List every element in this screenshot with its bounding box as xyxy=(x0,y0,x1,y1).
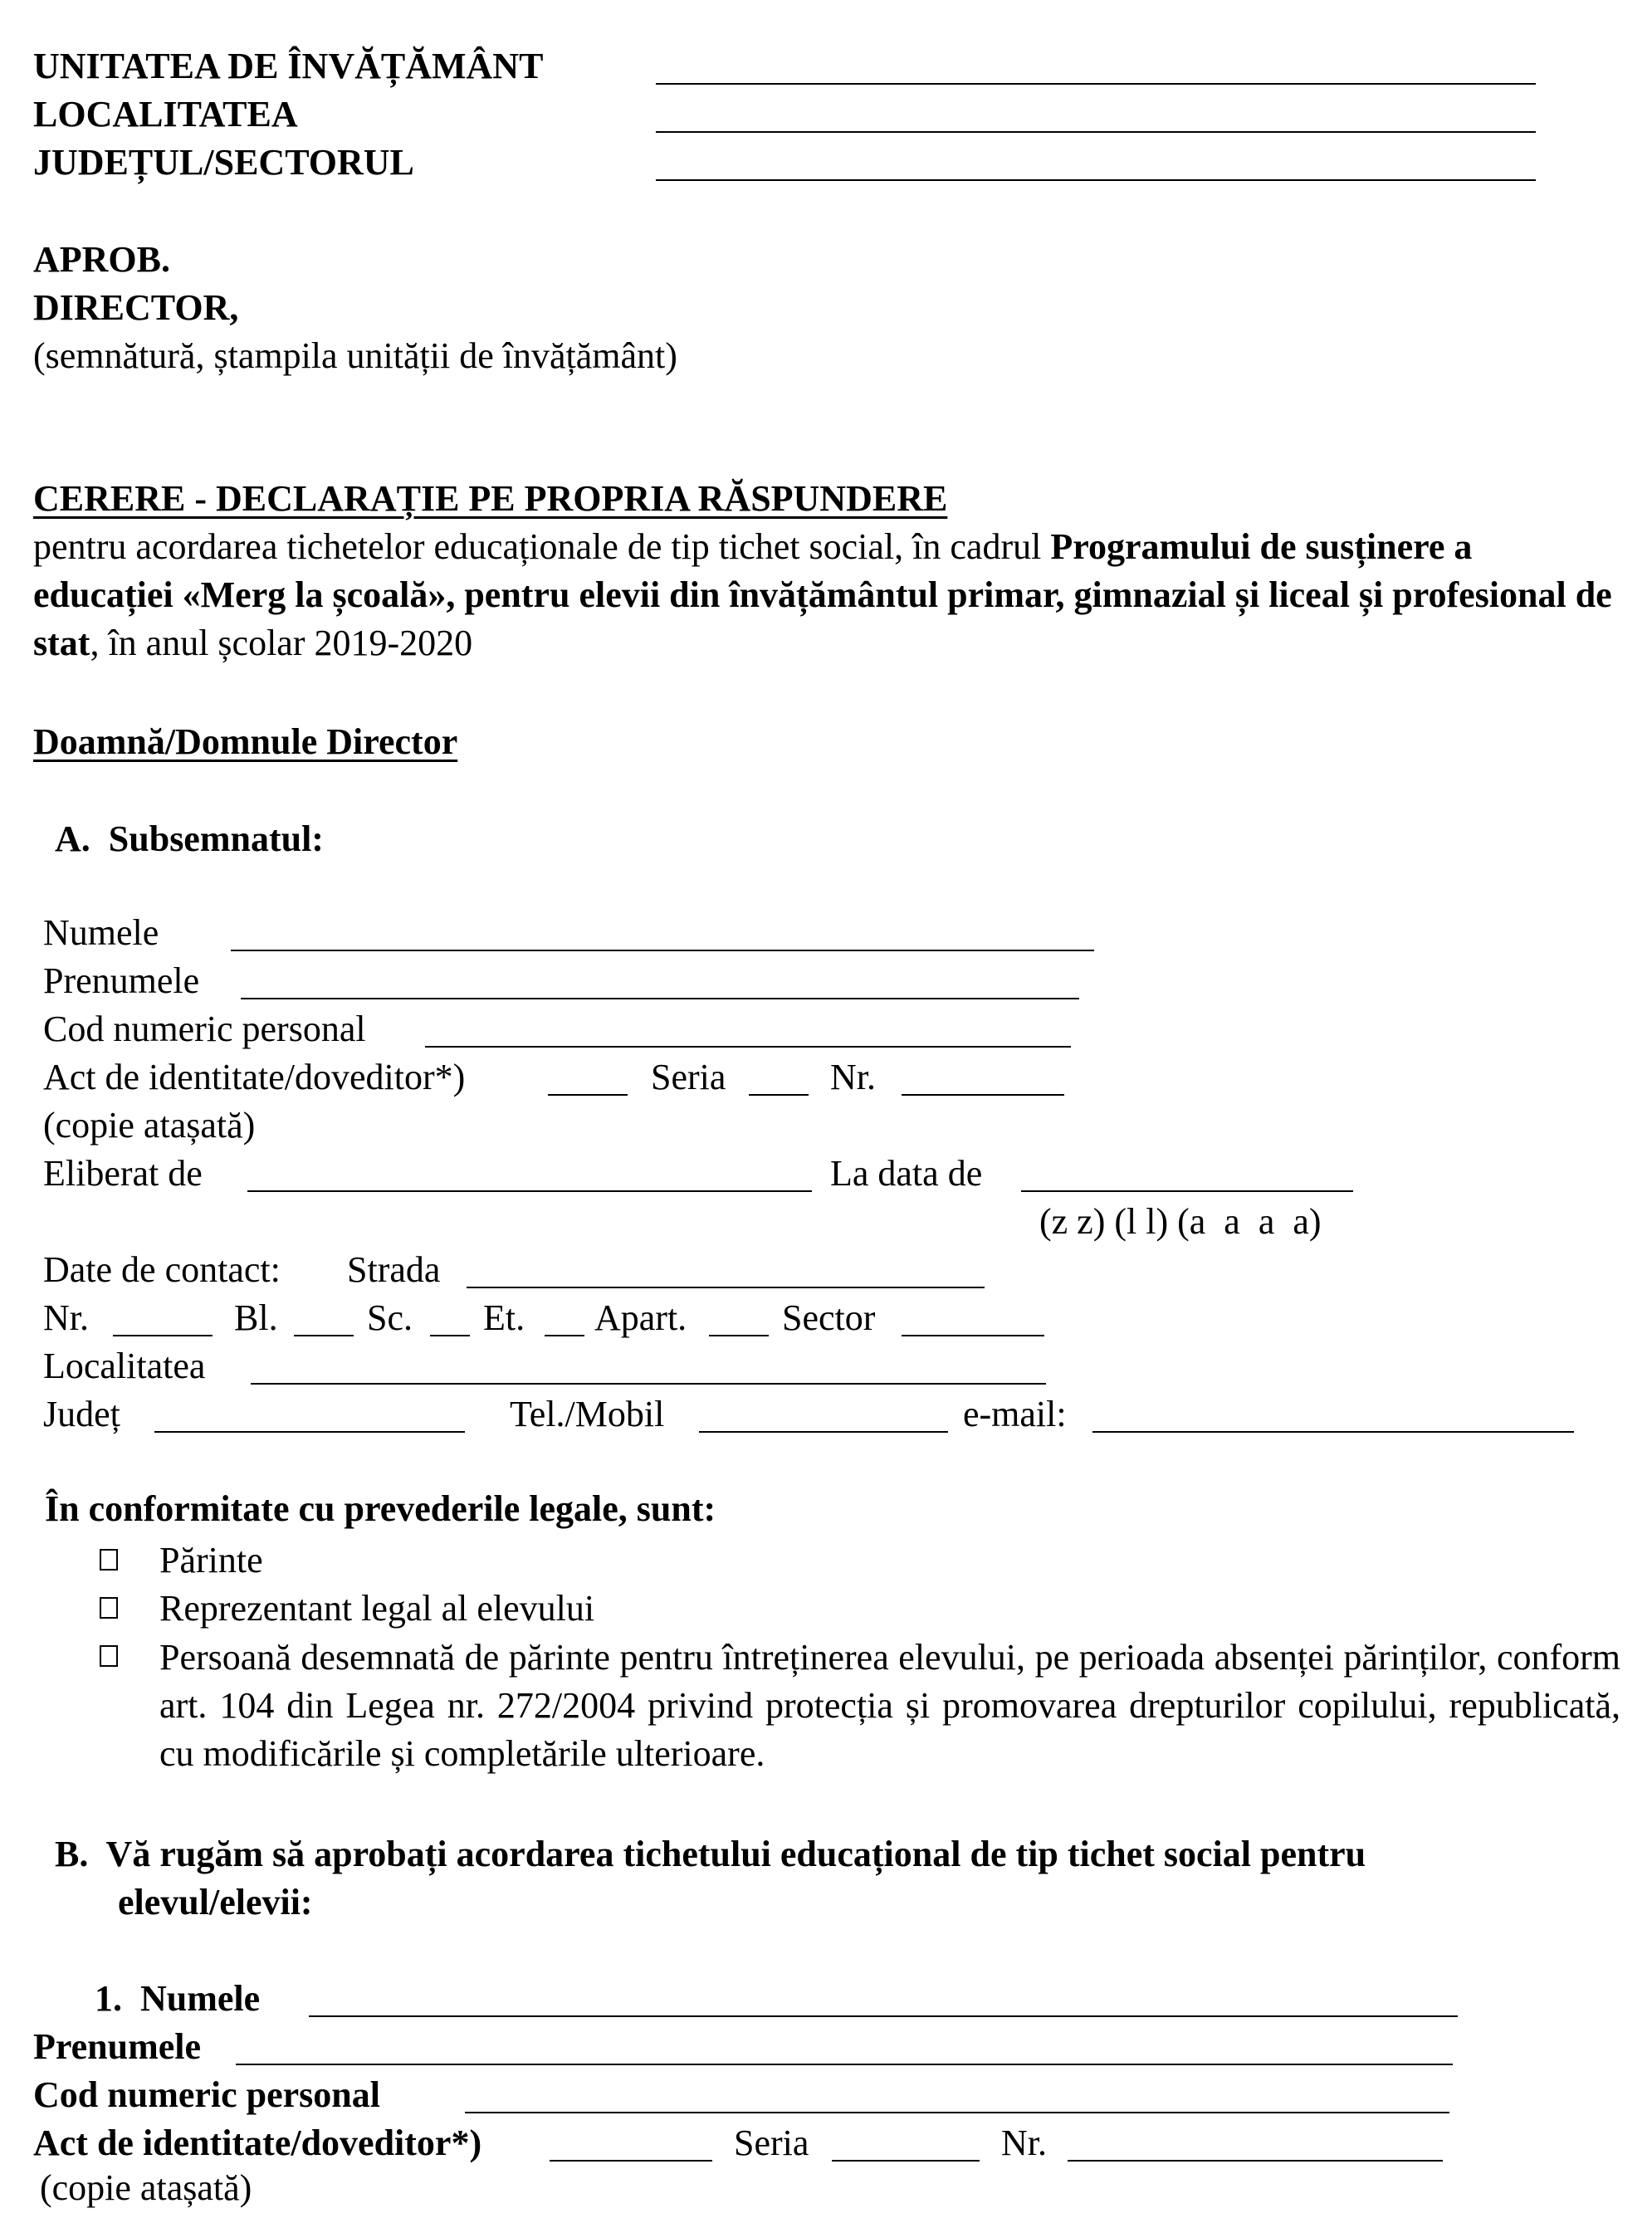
b-cnp-field[interactable] xyxy=(465,2112,1449,2113)
a-sector-field[interactable] xyxy=(902,1335,1044,1336)
checkbox-persoana-desemnata[interactable] xyxy=(100,1645,118,1667)
b-prenumele-label: Prenumele xyxy=(33,2026,202,2067)
county-field[interactable] xyxy=(656,179,1536,181)
b-prenumele-field[interactable] xyxy=(236,2064,1453,2065)
locality-field[interactable] xyxy=(656,131,1536,133)
a-apart-label: Apart. xyxy=(594,1297,687,1338)
a-seria-field[interactable] xyxy=(749,1094,809,1096)
intro-program: Programului de susținere a educației «Merg la școală», pentru elevii din învățământul primar, gimnazial și liceal și profesional de stat xyxy=(33,526,1612,663)
checkbox-reprezentant[interactable] xyxy=(100,1597,118,1619)
a-judet-field[interactable] xyxy=(154,1431,465,1433)
b-seria-label: Seria xyxy=(734,2123,809,2163)
a-eliberat-label: Eliberat de xyxy=(43,1153,203,1194)
unit-field[interactable] xyxy=(656,83,1536,85)
unit-label: UNITATEA DE ÎNVĂȚĂMÂNT xyxy=(33,46,544,86)
a-numele-label: Numele xyxy=(43,912,159,953)
intro-year: , în anul școlar 2019-2020 xyxy=(90,623,473,663)
a-sector-label: Sector xyxy=(782,1297,876,1338)
b-seria-field[interactable] xyxy=(832,2160,980,2162)
a-email-field[interactable] xyxy=(1092,1431,1574,1433)
b-nr-label: Nr. xyxy=(1001,2123,1047,2163)
intro-text: pentru acordarea tichetelor educaționale de tip tichet social, în cadrul xyxy=(33,526,1051,567)
a-et-label: Et. xyxy=(483,1297,525,1338)
a-cnp-field[interactable] xyxy=(425,1046,1071,1048)
a-prenumele-label: Prenumele xyxy=(43,960,200,1001)
a-la-data-label: La data de xyxy=(830,1153,983,1194)
director-label: DIRECTOR, xyxy=(33,287,239,328)
a-tel-label: Tel./Mobil xyxy=(510,1394,665,1434)
intro-paragraph xyxy=(33,523,1619,667)
a-addr-nr-field[interactable] xyxy=(113,1335,213,1336)
a-act-field[interactable] xyxy=(548,1094,628,1096)
a-strada-label: Strada xyxy=(347,1249,441,1290)
b-copie-note: (copie atașată) xyxy=(40,2167,252,2208)
a-prenumele-field[interactable] xyxy=(241,998,1079,999)
b-nr-field[interactable] xyxy=(1068,2160,1443,2162)
salutation: Doamnă/Domnule Director xyxy=(33,721,458,762)
locality-label: LOCALITATEA xyxy=(33,94,298,134)
a-seria-label: Seria xyxy=(651,1057,726,1097)
approve-label: APROB. xyxy=(33,239,170,280)
a-copie-note: (copie atașată) xyxy=(43,1105,256,1146)
a-bl-label: Bl. xyxy=(234,1297,278,1338)
a-date-format-hint: (z z) (l l) (a a a a) xyxy=(1039,1201,1322,1242)
a-sc-field[interactable] xyxy=(430,1335,470,1336)
section-a-heading: A. Subsemnatul: xyxy=(55,818,324,859)
a-bl-field[interactable] xyxy=(294,1335,354,1336)
a-apart-field[interactable] xyxy=(709,1335,769,1336)
b-numele-field[interactable] xyxy=(309,2015,1458,2017)
a-email-label: e-mail: xyxy=(963,1394,1067,1434)
a-eliberat-field[interactable] xyxy=(247,1190,812,1192)
a-cnp-label: Cod numeric personal xyxy=(43,1009,366,1049)
a-la-data-field[interactable] xyxy=(1021,1190,1353,1192)
option-parinte: Părinte xyxy=(159,1540,263,1580)
option-reprezentant: Reprezentant legal al elevului xyxy=(159,1588,595,1629)
a-nr-label: Nr. xyxy=(830,1057,876,1097)
b-numele-label: 1. Numele xyxy=(95,1978,261,2019)
a-sc-label: Sc. xyxy=(367,1297,413,1338)
a-tel-field[interactable] xyxy=(699,1431,948,1433)
a-numele-field[interactable] xyxy=(231,950,1094,951)
a-act-label: Act de identitate/doveditor*) xyxy=(43,1057,466,1097)
b-act-field[interactable] xyxy=(550,2160,712,2162)
a-localitatea-field[interactable] xyxy=(251,1383,1046,1385)
conformity-heading: În conformitate cu prevederile legale, sunt: xyxy=(45,1488,716,1529)
a-judet-label: Județ xyxy=(43,1394,120,1434)
checkbox-parinte[interactable] xyxy=(100,1549,118,1571)
a-et-field[interactable] xyxy=(545,1335,584,1336)
a-nr-field[interactable] xyxy=(902,1094,1064,1096)
signature-note: (semnătură, ștampila unității de învățământ) xyxy=(33,335,677,376)
county-label: JUDEȚUL/SECTORUL xyxy=(33,142,414,183)
b-cnp-label: Cod numeric personal xyxy=(33,2074,380,2115)
option-persoana-desemnata: Persoană desemnată de părinte pentru întreținerea elevului, pe perioada absenței părinților, conform art. 104 din Legea nr. 272/2004 privind protecția și promovarea drepturilor copilului, republicată, cu modificările și completările ulterioare. xyxy=(159,1637,1620,1774)
section-b-heading-cont: elevul/elevii: xyxy=(118,1882,313,1922)
a-addr-nr-label: Nr. xyxy=(43,1297,89,1338)
b-act-label: Act de identitate/doveditor*) xyxy=(33,2123,482,2163)
a-strada-field[interactable] xyxy=(467,1287,985,1288)
a-contact-label: Date de contact: xyxy=(43,1249,281,1290)
document-title: CERERE - DECLARAȚIE PE PROPRIA RĂSPUNDERE xyxy=(33,478,948,519)
a-localitatea-label: Localitatea xyxy=(43,1346,206,1386)
section-b-heading: B. Vă rugăm să aprobați acordarea tichetului educațional de tip tichet social pentru xyxy=(55,1834,1366,1874)
